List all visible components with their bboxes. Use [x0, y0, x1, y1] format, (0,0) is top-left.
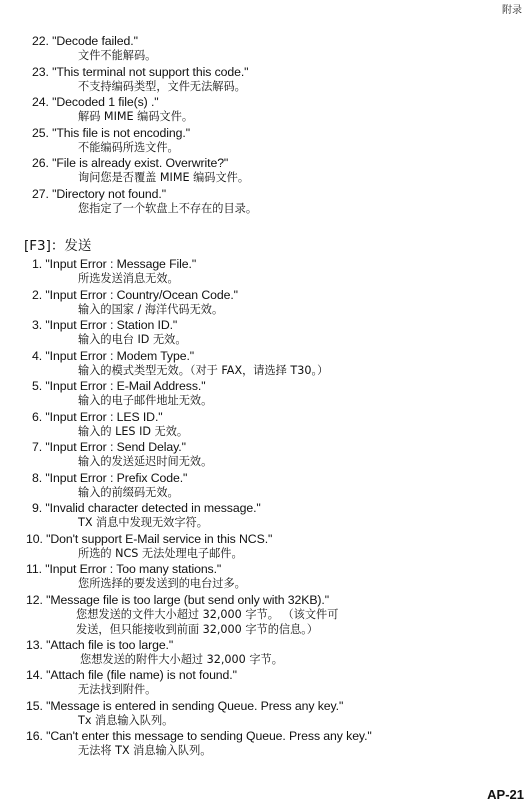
list-item	[0, 288, 530, 318]
message-en: 11. "Input Error : Too many stations."	[26, 562, 222, 576]
message-zh: 无法找到附件。	[78, 683, 157, 696]
list-item	[0, 638, 530, 668]
message-zh: TX 消息中发现无效字符。	[78, 516, 208, 529]
message-zh: 您所选择的要发送到的电台过多。	[78, 577, 246, 590]
list-item	[0, 532, 530, 562]
message-zh: Tx 消息输入队列。	[78, 713, 174, 727]
list-item	[0, 501, 530, 531]
list-item	[0, 349, 530, 379]
list-item	[0, 318, 530, 348]
message-zh: 不支持编码类型，文件无法解码。	[78, 79, 246, 93]
list-item	[0, 34, 530, 64]
list-item	[0, 187, 530, 217]
running-header: 附录	[502, 5, 522, 16]
message-zh: 解码 MIME 编码文件。	[78, 110, 194, 123]
list-item	[0, 126, 530, 156]
list-item	[0, 379, 530, 409]
message-zh: 您想发送的附件大小超过 32,000 字节。	[80, 652, 283, 666]
list-item	[0, 65, 530, 95]
message-zh: 询问您是否覆盖 MIME 编码文件。	[78, 171, 250, 184]
message-zh: 输入的发送延迟时间无效。	[78, 455, 213, 468]
list-item	[0, 156, 530, 186]
list-item	[0, 410, 530, 440]
message-en: 23. "This terminal not support this code."	[32, 64, 249, 79]
list-item	[0, 471, 530, 501]
message-en: 15. "Message is entered in sending Queue. Press any key."	[26, 698, 344, 713]
message-zh: 输入的电子邮件地址无效。	[78, 394, 213, 407]
message-en: 27. "Directory not found."	[32, 186, 166, 201]
message-en: 25. "This file is not encoding."	[32, 125, 190, 140]
list-item	[0, 440, 530, 470]
message-zh: 文件不能解码。	[78, 49, 157, 62]
message-en: 10. "Don't support E-Mail service in this NCS."	[26, 531, 273, 546]
message-en: 9. "Invalid character detected in message."	[32, 501, 261, 515]
message-zh: 所选发送消息无效。	[78, 272, 179, 285]
message-en: 2. "Input Error : Country/Ocean Code."	[32, 287, 238, 302]
message-en: 7. "Input Error : Send Delay."	[32, 440, 186, 454]
message-en: 1. "Input Error : Message File."	[32, 257, 197, 271]
list-item	[0, 562, 530, 592]
message-zh: 所选的 NCS 无法处理电子邮件。	[78, 546, 243, 560]
list-item	[0, 257, 530, 287]
page-number: AP-21	[487, 787, 524, 802]
message-zh: 输入的 LES ID 无效。	[78, 424, 189, 438]
message-zh: 输入的模式类型无效。（对于 FAX，请选择 T30。）	[78, 363, 329, 377]
message-zh: 输入的国家 / 海洋代码无效。	[78, 302, 224, 316]
message-en: 4. "Input Error : Modem Type."	[32, 348, 195, 363]
message-zh: 无法将 TX 消息输入队列。	[78, 744, 212, 757]
message-en: 26. "File is already exist. Overwrite?"	[32, 156, 229, 170]
list-item	[0, 699, 530, 729]
message-en: 3. "Input Error : Station ID."	[32, 318, 178, 332]
message-zh: 您指定了一个软盘上不存在的目录。	[78, 201, 258, 215]
message-en: 24. "Decoded 1 file(s) ."	[32, 95, 159, 109]
message-en: 6. "Input Error : LES ID."	[32, 409, 163, 424]
list-item	[0, 95, 530, 125]
list-item	[0, 729, 530, 759]
message-en: 16. "Can't enter this message to sending Queue. Press any key."	[26, 729, 372, 743]
message-zh-continued: 发送，但只能接收到前面 32,000 字节的信息。）	[76, 622, 319, 636]
message-zh: 输入的电台 ID 无效。	[78, 333, 187, 346]
message-zh: 不能编码所选文件。	[78, 140, 179, 154]
message-zh: 您想发送的文件大小超过 32,000 字节。 （该文件可	[76, 607, 339, 621]
section-heading: [F3]：发送	[24, 238, 92, 254]
list-item	[0, 668, 530, 698]
list-item	[0, 593, 530, 638]
message-en: 22. "Decode failed."	[32, 34, 138, 48]
message-zh: 输入的前缀码无效。	[78, 485, 179, 499]
message-en: 13. "Attach file is too large."	[26, 637, 174, 652]
message-en: 14. "Attach file (file name) is not found."	[26, 668, 237, 682]
message-en: 12. "Message file is too large (but send only with 32KB)."	[26, 592, 330, 607]
message-en: 8. "Input Error : Prefix Code."	[32, 470, 188, 485]
message-en: 5. "Input Error : E-Mail Address."	[32, 379, 206, 393]
